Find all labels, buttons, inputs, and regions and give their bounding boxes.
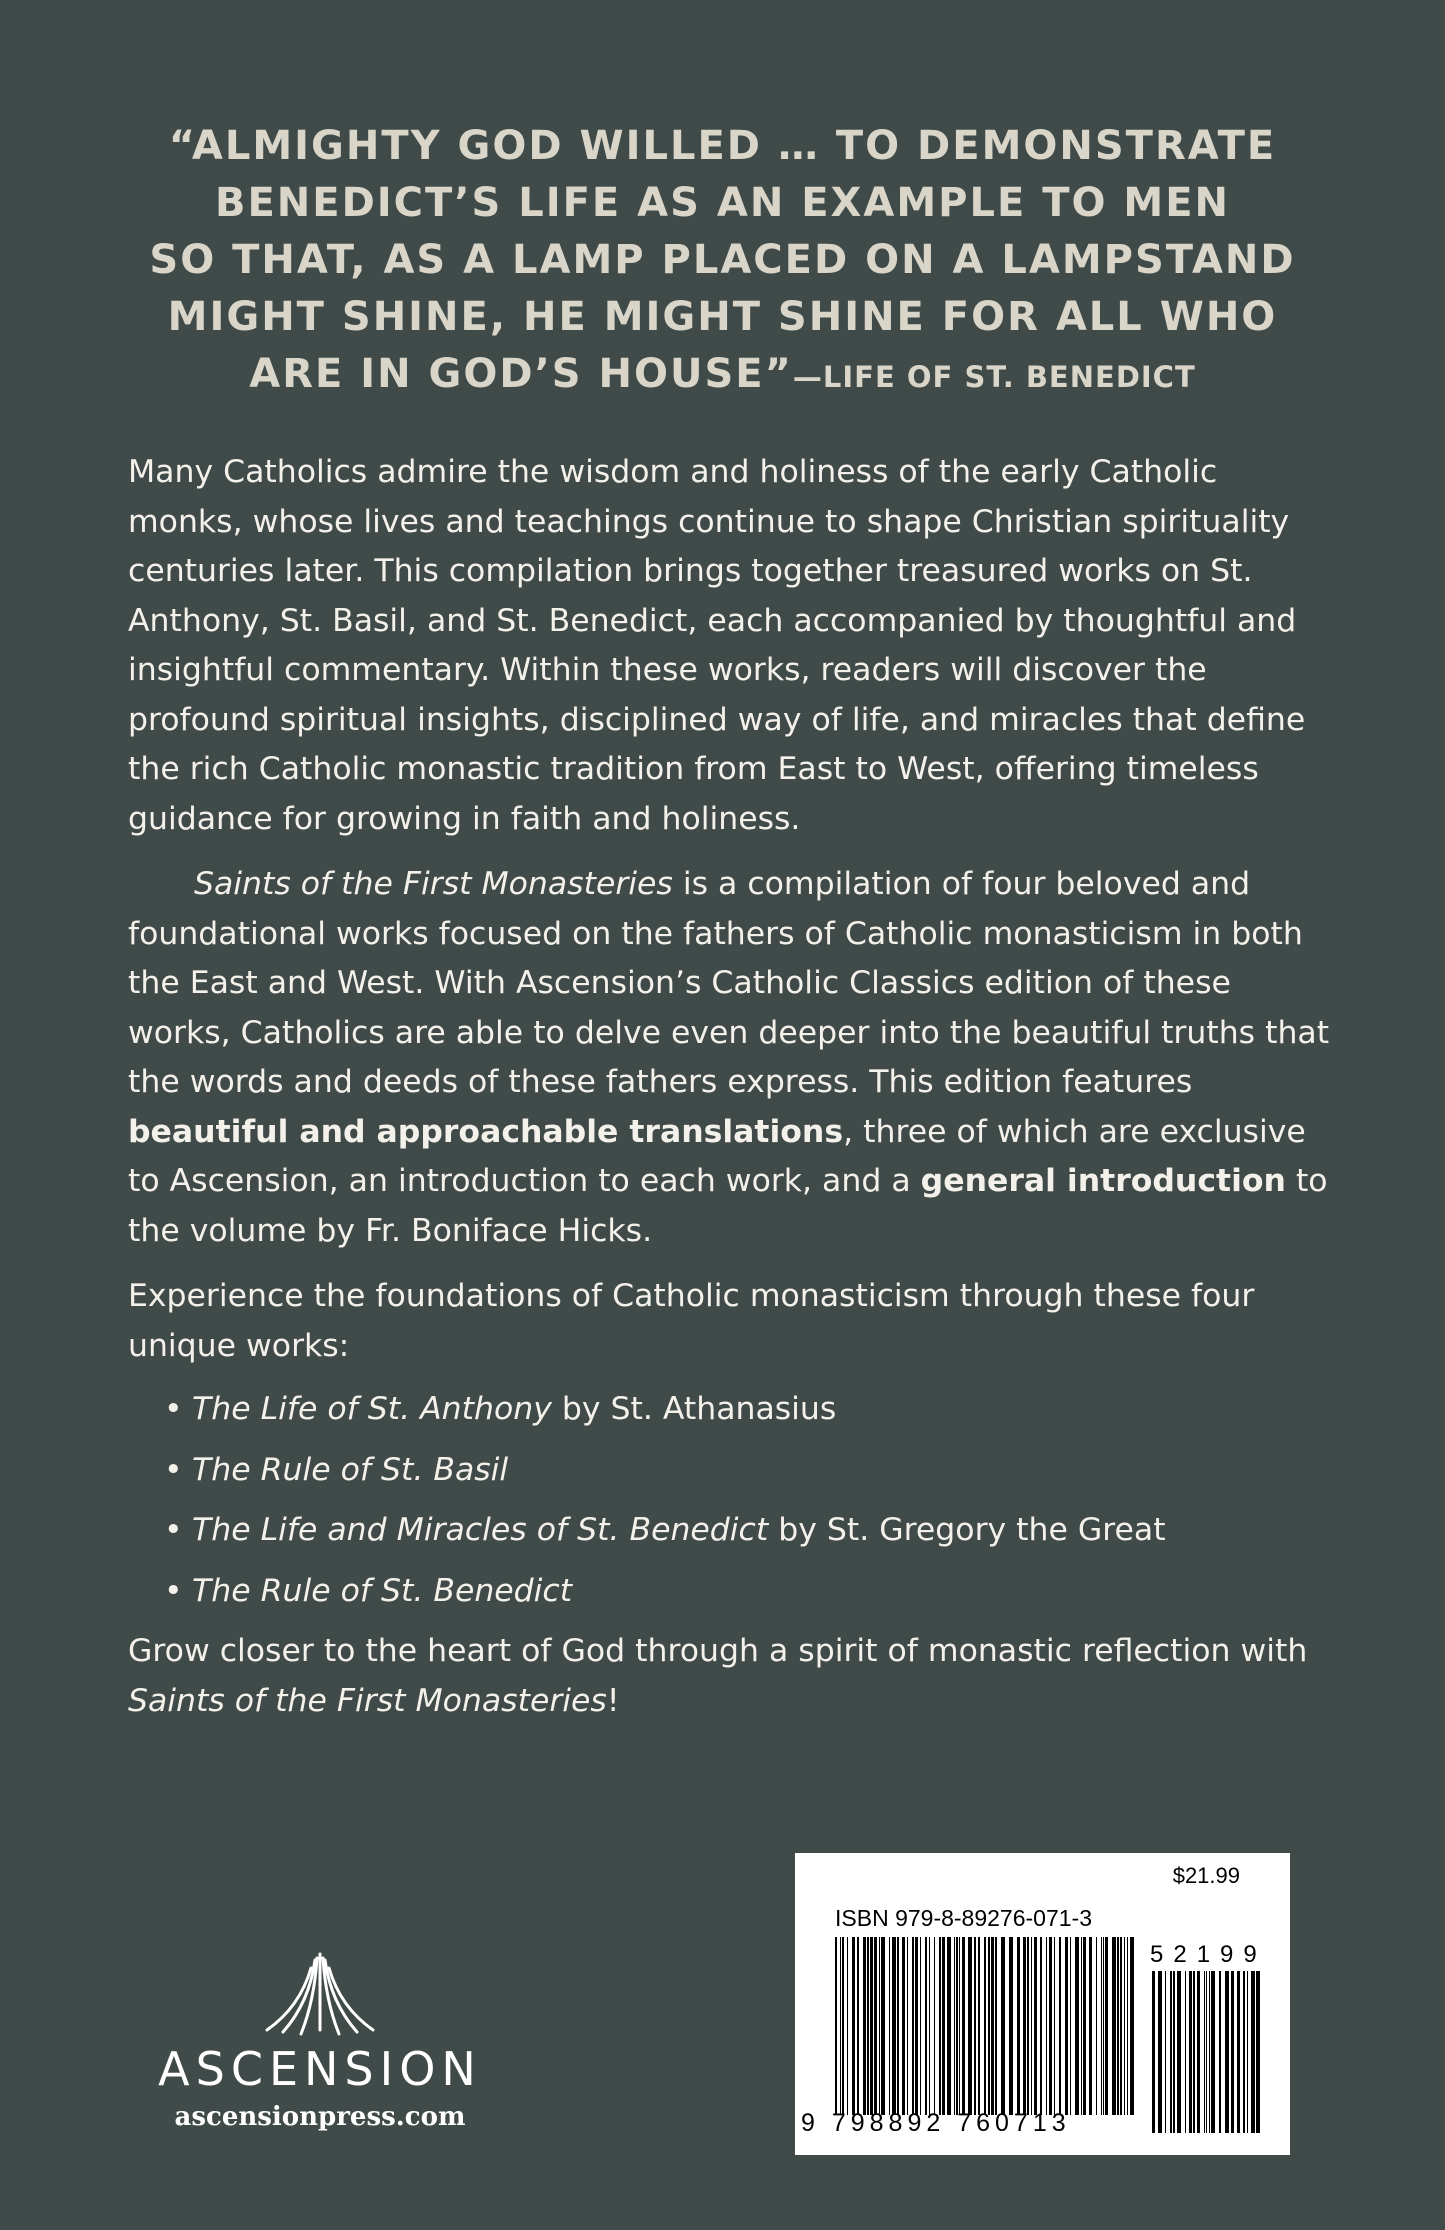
barcode-bar <box>1065 1937 1068 2115</box>
paragraph-text: is a compilation of four beloved and foundational works focused on the fathers of Catholic monasticism in both the East and West. With Ascension’s Catholic Classics edition of these works, Catholics are able to delve even deeper into the beautiful truths that the words and deeds of these fathers express. This edition features <box>128 866 1330 1100</box>
barcode-bar <box>1158 1971 1162 2133</box>
barcode-bar <box>1170 1971 1172 2133</box>
barcode-bar <box>889 1937 890 2115</box>
barcode-bar <box>995 1937 997 2115</box>
barcode-bar <box>1046 1937 1047 2115</box>
barcode-bar <box>1206 1971 1207 2133</box>
barcode-bar <box>1231 1971 1234 2133</box>
barcode-bar <box>1251 1971 1255 2133</box>
book-title: Saints of the First Monasteries <box>194 866 673 902</box>
isbn-label: ISBN 979-8-89276-071-3 <box>835 1905 1092 1931</box>
barcode-bar <box>1075 1937 1079 2115</box>
barcode-bar <box>912 1937 914 2115</box>
barcode-bar <box>879 1937 880 2115</box>
works-list <box>128 1385 1338 1616</box>
barcode-bar <box>857 1937 859 2115</box>
barcode-bar <box>897 1937 899 2115</box>
barcode-bar <box>954 1937 955 2115</box>
work-title: The Rule of St. Benedict <box>192 1572 573 1609</box>
price-label: $21.99 <box>1172 1863 1240 1888</box>
barcode-bar <box>915 1937 918 2115</box>
barcode-bar <box>1189 1971 1192 2133</box>
experience-paragraph: Experience the foundations of Catholic monasticism through these four unique works: <box>128 1278 1255 1364</box>
barcode-bar <box>1124 1937 1125 2115</box>
barcode-bar <box>991 1937 994 2115</box>
list-item <box>192 1567 1338 1617</box>
barcode-bar <box>1204 1971 1205 2133</box>
barcode-bar <box>1027 1937 1029 2115</box>
barcode-bar <box>867 1937 869 2115</box>
barcode-bar <box>881 1937 885 2115</box>
barcode-digits: 9 798892 760713 <box>801 2109 1071 2137</box>
barcode-bar <box>1237 1971 1240 2133</box>
barcode-bar <box>1177 1971 1181 2133</box>
barcode-bar <box>1049 1937 1052 2115</box>
barcode-bar <box>925 1937 927 2115</box>
work-title: The Life of St. Anthony <box>192 1391 552 1427</box>
barcode-bar <box>1130 1937 1134 2115</box>
barcode-bar <box>978 1937 980 2115</box>
list-item <box>192 1446 1338 1496</box>
barcode-bar <box>1031 1937 1032 2115</box>
barcode-bar <box>1081 1937 1082 2115</box>
work-title: The Rule of St. Basil <box>192 1451 509 1488</box>
barcode-bar <box>863 1937 866 2115</box>
barcode-bar <box>1152 1971 1155 2133</box>
barcode-bar <box>1096 1937 1097 2115</box>
quote-line: SO THAT, AS A LAMP PLACED ON A LAMPSTAND <box>149 237 1296 283</box>
quote-line: “ALMIGHTY GOD WILLED … TO DEMONSTRATE <box>168 123 1277 169</box>
barcode-bar <box>1209 1971 1210 2133</box>
publisher-name: ASCENSION <box>158 2042 482 2096</box>
publisher-logo <box>130 1950 510 2190</box>
pull-quote <box>90 118 1355 406</box>
barcode-bar <box>907 1937 908 2115</box>
barcode-bar <box>1103 1937 1104 2115</box>
barcode-bar <box>988 1937 990 2115</box>
description <box>128 448 1338 1726</box>
barcode-bar <box>1101 1937 1102 2115</box>
list-item <box>192 1506 1338 1556</box>
barcode-bar <box>934 1937 935 2115</box>
barcode-bar <box>920 1937 921 2115</box>
book-title: Saints of the First Monasteries <box>128 1682 607 1719</box>
barcode-bar <box>1105 1937 1108 2115</box>
paragraph-text: ! <box>606 1682 620 1719</box>
barcode-bar <box>974 1937 976 2115</box>
barcode-bar <box>1112 1937 1116 2115</box>
barcode-bar <box>842 1937 844 2115</box>
barcode-bar <box>1083 1937 1086 2115</box>
barcode-bar <box>1040 1937 1042 2115</box>
barcode-bar <box>1089 1937 1092 2115</box>
highlight-translations: beautiful and approachable translations <box>128 1113 844 1150</box>
closing-paragraph <box>128 1627 1338 1726</box>
barcode-bar <box>1243 1971 1245 2133</box>
work-author: by St. Athanasius <box>551 1391 837 1427</box>
publisher-url: ascensionpress.com <box>174 2102 466 2132</box>
intro-paragraph: Many Catholics admire the wisdom and holiness of the early Catholic monks, whose lives and teachings continue to shape Christian spirituality centuries later. This compilation brings together treasured works on St. Anthony, St. Basil, and St. Benedict, each accompanied by thoughtful and insightful commentary. Within these works, readers will discover the profound spiritual insights, disciplined way of life, and miracles that define the rich Catholic monastic tradition from East to West, offering timeless guidance for growing in faith and holiness. <box>128 454 1306 837</box>
work-title: The Life and Miracles of St. Benedict <box>192 1512 769 1548</box>
barcode-bar <box>1211 1971 1215 2133</box>
barcode-bar <box>840 1937 841 2115</box>
quote-attribution: —LIFE OF ST. BENEDICT <box>792 360 1196 394</box>
barcode-bar <box>1225 1971 1229 2133</box>
barcode-bar <box>939 1937 941 2115</box>
barcode-bar <box>1197 1971 1200 2133</box>
barcode-bar <box>1023 1937 1026 2115</box>
supplement-code: 52199 <box>1150 1941 1267 1968</box>
paragraph-text: , three of which are exclusive to Ascension, an introduction to each work, and a <box>128 1113 1306 1199</box>
barcode-bar <box>1193 1971 1195 2133</box>
compilation-paragraph <box>128 860 1338 1256</box>
paragraph-text: to the volume by Fr. Boniface Hicks. <box>128 1163 1328 1249</box>
ascension-rays-icon <box>255 1950 385 2038</box>
paragraph-text: Grow closer to the heart of God through a spirit of monastic reflection with <box>128 1633 1308 1669</box>
barcode-bar <box>1173 1971 1175 2133</box>
barcode-bar <box>1256 1971 1260 2133</box>
barcode-bar <box>956 1937 958 2115</box>
barcode-bar <box>942 1937 945 2115</box>
barcode-bar <box>947 1937 951 2115</box>
barcode-bar <box>1017 1937 1020 2115</box>
highlight-general-intro: general introduction <box>920 1163 1286 1199</box>
barcode-bar <box>1009 1937 1013 2115</box>
barcode-bar <box>847 1937 848 2115</box>
barcode-bar <box>1054 1937 1055 2115</box>
quote-line <box>90 346 1355 406</box>
barcode-bar <box>852 1937 855 2115</box>
barcode-bar <box>968 1937 972 2115</box>
quote-line: BENEDICT’S LIFE AS AN EXAMPLE TO MEN <box>214 180 1231 226</box>
barcode-bar <box>1185 1971 1186 2133</box>
quote-line-end: ARE IN GOD’S HOUSE” <box>249 351 793 397</box>
barcode-bar <box>892 1937 896 2115</box>
barcode-bar <box>835 1937 837 2115</box>
barcode-bar <box>1120 1937 1122 2115</box>
barcode-bar <box>1117 1937 1119 2115</box>
barcode-bar <box>1034 1937 1037 2115</box>
barcode-bar <box>1059 1937 1061 2115</box>
barcode-bar <box>1165 1971 1166 2133</box>
barcode-bar <box>1001 1937 1005 2115</box>
work-author: by St. Gregory the Great <box>768 1512 1166 1548</box>
barcode-bar <box>962 1937 965 2115</box>
isbn-barcode <box>795 1853 1290 2155</box>
barcode-bar <box>870 1937 873 2115</box>
list-item <box>192 1385 1338 1435</box>
barcode-bar <box>1070 1937 1071 2115</box>
barcode-bar <box>929 1937 930 2115</box>
barcode-bar <box>1127 1937 1128 2115</box>
barcode-bar <box>959 1937 960 2115</box>
barcode-bar <box>1247 1971 1248 2133</box>
barcode-bar <box>984 1937 986 2115</box>
barcode-bar <box>1219 1971 1221 2133</box>
quote-line: MIGHT SHINE, HE MIGHT SHINE FOR ALL WHO <box>167 294 1278 340</box>
barcode-bar <box>874 1937 877 2115</box>
barcode-bar <box>902 1937 905 2115</box>
